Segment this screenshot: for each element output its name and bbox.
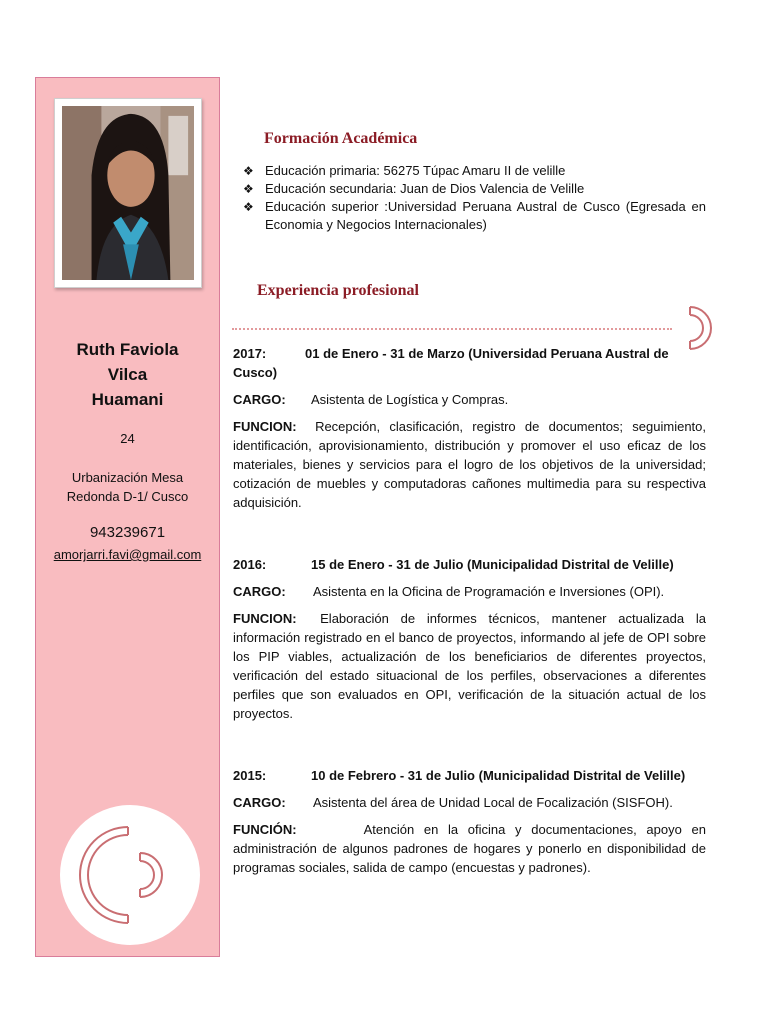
job-function: FUNCION: Elaboración de informes técnicos, mantener actualizada la información registrado en el banco de proyectos, informando al jefe de OPI sobre los PIP viables, actualización de los beneficiarios de diferentes proyectos, verificación del estado situacional de los perfiles, observaciones a diferentes perfiles que son evaluados en OPI, verificación de la situación actual de los proyectos. — [233, 611, 706, 721]
job-period: 01 de Enero - 31 de Marzo (Universidad Peruana Austral de Cusco) — [233, 346, 669, 380]
full-name — [36, 337, 219, 412]
age: 24 — [120, 431, 135, 446]
job-entry-2017 — [233, 344, 706, 512]
job-position: CARGO: Asistenta en la Oficina de Programación e Inversiones (OPI). — [233, 584, 665, 599]
job-header — [233, 344, 706, 382]
name-line-1: Ruth Faviola — [76, 340, 179, 359]
job-header — [233, 766, 706, 785]
job-position: CARGO: Asistenta de Logística y Compras. — [233, 392, 509, 407]
education-title: Formación Académica — [264, 130, 418, 147]
diamond-bullet-icon: ❖ — [243, 200, 254, 214]
address — [36, 468, 219, 506]
experience-title: Experiencia profesional — [257, 282, 419, 299]
list-item: ❖ Educación primaria: 56275 Túpac Amaru II de velille — [243, 163, 566, 178]
job-function: FUNCIÓN: Atención en la oficina y documentaciones, apoyo en administración de algunos padrones de hogares y ponerlo en disponibilidad de programas sociales, salida de campo (encuestas y padrones). — [233, 822, 706, 875]
job-position: CARGO: Asistenta del área de Unidad Local de Focalización (SISFOH). — [233, 795, 673, 810]
dotted-divider — [232, 328, 672, 330]
job-period: 15 de Enero - 31 de Julio (Municipalidad Distrital de Velille) — [311, 557, 674, 572]
phone-number: 943239671 — [89, 524, 166, 541]
diamond-bullet-icon: ❖ — [243, 164, 254, 178]
diamond-bullet-icon: ❖ — [243, 182, 254, 196]
list-item: ❖ Educación superior :Universidad Peruana Austral de Cusco (Egresada en Economia y Negocios Internacionales) — [243, 199, 706, 232]
job-year: 2015: — [233, 768, 267, 783]
name-line-3: Huamani — [91, 390, 164, 409]
name-line-2: Vilca — [107, 365, 148, 384]
job-year: 2017: — [233, 346, 267, 361]
email-link[interactable]: amorjarri.favi@gmail.com — [53, 547, 202, 562]
job-entry-2015 — [233, 766, 706, 877]
portrait-image — [62, 106, 194, 280]
address-line-2: Redonda D-1/ Cusco — [66, 489, 189, 504]
profile-photo — [54, 98, 202, 288]
address-line-1: Urbanización Mesa — [71, 470, 184, 485]
job-function: FUNCION: Recepción, clasificación, registro de documentos; seguimiento, identificación, aprovisionamiento, distribución y promover el uso eficaz de los materiales, bienes y servicios para el logro de los objetivos de la universidad; cotización de muebles y computadoras cañones multimedia para su respectiva adquisición. — [233, 419, 706, 510]
job-entry-2016 — [233, 555, 706, 723]
list-item: ❖ Educación secundaria: Juan de Dios Valencia de Velille — [243, 181, 585, 196]
job-year: 2016: — [233, 557, 267, 572]
sidebar — [35, 77, 220, 957]
job-header — [233, 555, 706, 574]
education-list — [243, 162, 706, 234]
circle-logo-icon — [60, 805, 200, 945]
job-period: 10 de Febrero - 31 de Julio (Municipalidad Distrital de Velille) — [311, 768, 686, 783]
